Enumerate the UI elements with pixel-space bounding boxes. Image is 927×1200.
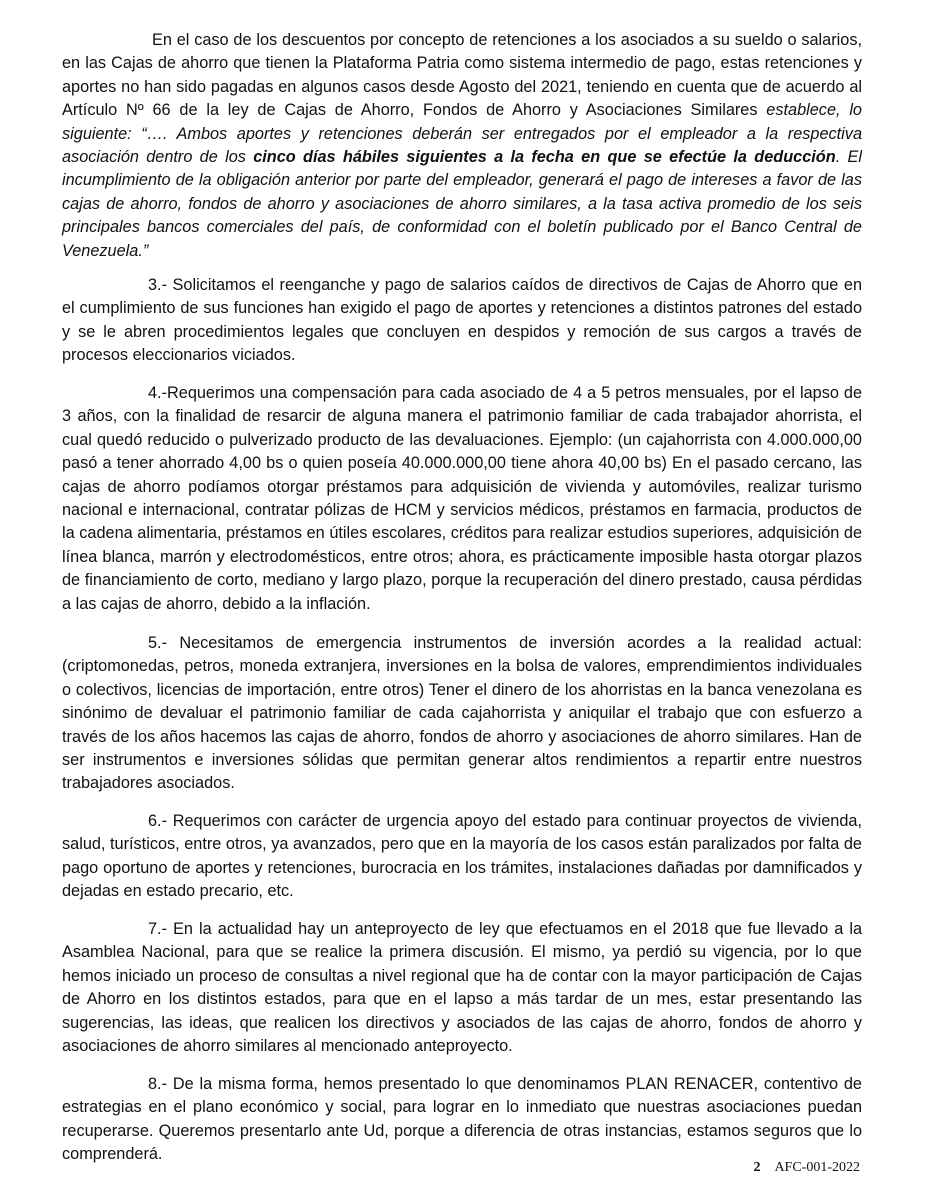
- intro-text: En el caso de los descuentos por concepto de retenciones a los asociados a su sueldo o salarios, en las Cajas de ahorro que tienen la Plataforma Patria como sistema intermedio de pago, estas retenciones y aportes no han sido pagadas en algunos casos desde Agosto del 2021, teniendo en cuenta que de acuerdo al Artículo Nº 66 de la ley de Cajas de Ahorro, Fondos de Ahorro y Asociaciones Similares: [62, 31, 862, 120]
- page-number: 2: [753, 1160, 761, 1175]
- intro-quote-start: establece, lo siguiente: “…. Ambos aportes y retenciones deberán ser entregados por el empleador a la respectiva asociación dentro de los: [62, 101, 862, 167]
- paragraph-7: 7.- En la actualidad hay un anteproyecto de ley que efectuamos en el 2018 que fue llevado a la Asamblea Nacional, para que se realice la primera discusión. El mismo, ya perdió su vigencia, por lo que hemos iniciado un proceso de consultas a nivel regional que ha de contar con la mayor participación de Cajas de Ahorro en los distintos estados, para que en el lapso a más tardar de un mes, estar presentando las sugerencias, las ideas, que realicen los directivos y asociados de las cajas de ahorro, fondos de ahorro y asociaciones de ahorro similares al mencionado anteproyecto.: [62, 920, 862, 1056]
- intro-paragraph: [62, 29, 862, 263]
- paragraph-8: 8.- De la misma forma, hemos presentado lo que denominamos PLAN RENACER, contentivo de estrategias en el plano económico y social, para lograr en lo inmediato que nuestras asociaciones puedan recuperarse. Queremos presentarlo ante Ud, porque a diferencia de otras instancias, estamos seguros que lo comprenderá.: [62, 1075, 862, 1164]
- document-reference: AFC-001-2022: [774, 1160, 860, 1175]
- intro-quote-bold: cinco días hábiles siguientes a la fecha en que se efectúe la deducción: [253, 148, 836, 167]
- intro-quote-end: . El incumplimiento de la obligación anterior por parte del empleador, generará el pago de intereses a favor de las cajas de ahorro, fondos de ahorro y asociaciones de ahorro similares, a la tasa activa promedio de los seis principales bancos comerciales del país, de conformidad con el boletín publicado por el Banco Central de Venezuela.”: [62, 148, 862, 260]
- paragraph-5: 5.- Necesitamos de emergencia instrumentos de inversión acordes a la realidad actual: (criptomonedas, petros, moneda extranjera, inversiones en la bolsa de valores, emprendimientos individuales o colectivos, licencias de importación, entre otros) Tener el dinero de los ahorristas en la banca venezolana es sinónimo de devaluar el patrimonio familiar de cada cajahorrista y aniquilar el trabajo que con esfuerzo a través de los años hacemos las cajas de ahorro, fondos de ahorro y asociaciones de ahorro similares. Han de ser instrumentos e inversiones sólidas que permitan generar altos rendimientos a repartir entre nuestros trabajadores asociados.: [62, 634, 862, 793]
- page-footer: [600, 1160, 860, 1176]
- paragraph-6: 6.- Requerimos con carácter de urgencia apoyo del estado para continuar proyectos de vivienda, salud, turísticos, entre otros, ya avanzados, pero que en la mayoría de los casos están paralizados por falta de pago oportuno de aportes y retenciones, burocracia en los trámites, instalaciones dañadas por damnificados y dejadas en estado precario, etc.: [62, 812, 862, 901]
- paragraph-3: 3.- Solicitamos el reenganche y pago de salarios caídos de directivos de Cajas de Ahorro que en el cumplimiento de sus funciones han exigido el pago de aportes y retenciones a distintos patrones del estado y se le abren procedimientos legales que concluyen en despidos y remoción de sus cargos a través de procesos eleccionarios viciados.: [62, 276, 862, 365]
- paragraph-4: 4.-Requerimos una compensación para cada asociado de 4 a 5 petros mensuales, por el lapso de 3 años, con la finalidad de resarcir de alguna manera el patrimonio familiar de cada trabajador ahorrista, el cual quedó reducido o pulverizado producto de las devaluaciones. Ejemplo: (un cajahorrista con 4.000.000,00 pasó a tener ahorrado 4,00 bs o quien poseía 40.000.000,00 tiene ahora 40,00 bs) En el pasado cercano, las cajas de ahorro podíamos otorgar préstamos para adquisición de vivienda y automóviles, realizar turismo nacional e internacional, contratar pólizas de HCM y servicios médicos, préstamos en farmacia, productos de la cadena alimentaria, préstamos en útiles escolares, créditos para realizar estudios superiores, adquisición de línea blanca, marrón y electrodomésticos, entre otros; ahora, es prácticamente imposible hasta otorgar plazos de financiamiento de corto, mediano y largo plazo, porque la recuperación del dinero prestado, causa pérdidas a las cajas de ahorro, debido a la inflación.: [62, 384, 862, 613]
